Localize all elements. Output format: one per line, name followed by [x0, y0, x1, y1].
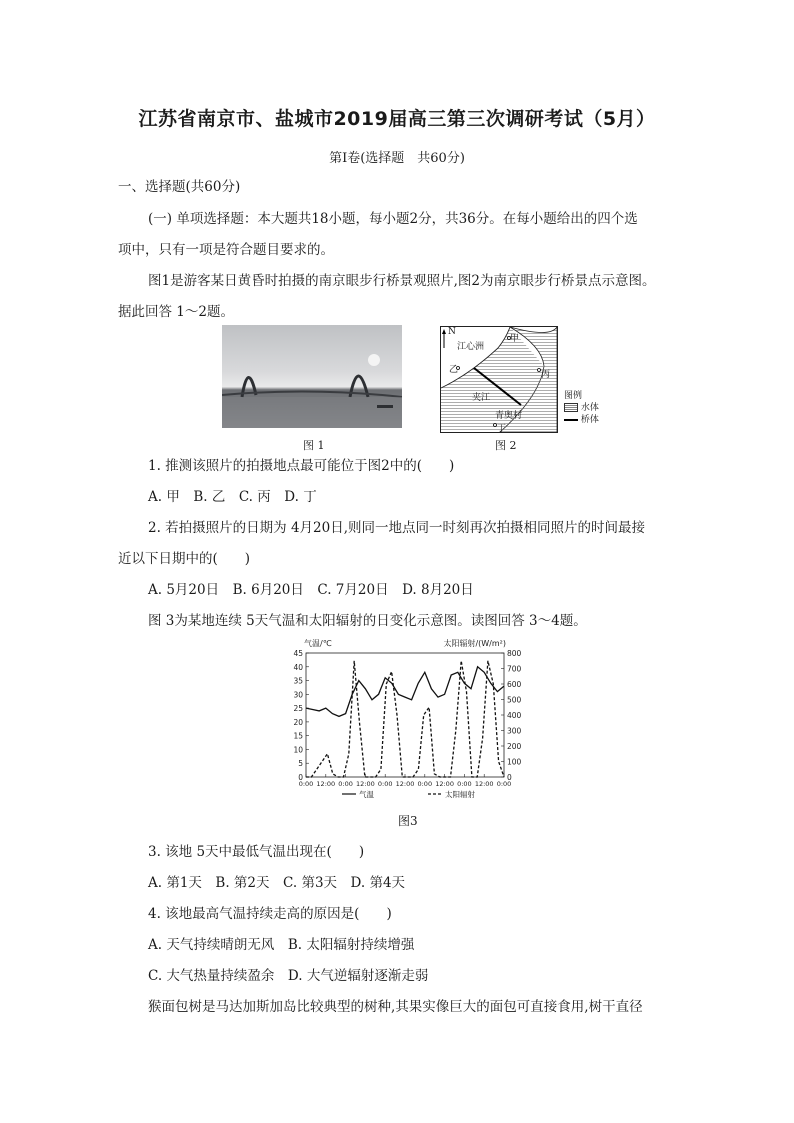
y2-tick-label: 100	[507, 757, 522, 767]
y2-tick-label: 700	[507, 664, 522, 674]
passage1-line2: 据此回答 1～2题。	[118, 304, 234, 320]
legend-title: 图例	[564, 391, 583, 401]
y2-tick-label: 500	[507, 695, 522, 705]
passage1-line1: 图1是游客某日黄昏时拍摄的南京眼步行桥景观照片,图2为南京眼步行桥景点示意图。	[148, 273, 656, 289]
question3-options: A. 第1天 B. 第2天 C. 第3天 D. 第4天	[148, 875, 406, 891]
x-tick-label: 0:00	[417, 780, 433, 788]
village-label: 青奥村	[495, 411, 523, 421]
x-tick-label: 12:00	[395, 780, 415, 788]
y2-tick-label: 0	[507, 773, 512, 782]
island-label: 江心洲	[457, 342, 485, 352]
legend-water-swatch	[564, 403, 578, 412]
y-tick-label: 5	[298, 759, 303, 769]
x-tick-label: 0:00	[457, 780, 472, 788]
y-tick-label: 25	[293, 704, 303, 714]
figure3-chart	[286, 637, 526, 804]
passage2-text: 图 3为某地连续 5天气温和太阳辐射的日变化示意图。读图回答 3～4题。	[148, 613, 587, 629]
question4-stem: 4. 该地最高气温持续走高的原因是( )	[148, 906, 392, 922]
figure1-bridge-photo	[222, 325, 402, 428]
y2-tick-label: 300	[507, 726, 522, 736]
figure2-legend	[564, 390, 614, 426]
series-temperature-line	[306, 667, 504, 717]
y-tick-label: 35	[293, 676, 303, 686]
y2-axis-label: 太阳辐射/(W/m²)	[443, 639, 506, 648]
point-ding-label: 丁	[497, 424, 507, 434]
point-jia-label: 甲	[510, 334, 520, 344]
x-tick-label: 12:00	[474, 780, 494, 788]
legend-rad-label: 太阳辐射	[445, 790, 475, 799]
legend-bridge-label: 桥体	[580, 415, 599, 425]
page-title: 江苏省南京市、盐城市2019届高三第三次调研考试（5月）	[138, 108, 656, 130]
y-axis-label: 气温/℃	[304, 639, 332, 648]
question4-options-line1: A. 天气持续晴朗无风 B. 太阳辐射持续增强	[148, 937, 415, 953]
question1-stem: 1. 推测该照片的拍摄地点最可能位于图2中的( )	[148, 458, 455, 474]
y2-tick-label: 400	[507, 711, 522, 720]
bridge-silhouette	[222, 325, 402, 428]
legend-bridge-swatch	[564, 419, 578, 421]
section-heading: 一、选择题(共60分)	[118, 179, 241, 195]
figure2-map	[440, 326, 558, 433]
question2-stem-line1: 2. 若拍摄照片的日期为 4月20日,则同一地点同一时刻再次拍摄相同照片的时间最接	[148, 520, 646, 536]
y-tick-label: 30	[293, 690, 303, 700]
figure3-caption: 图3	[398, 814, 418, 828]
section-instruction-line2: 项中，只有一项是符合题目要求的。	[118, 242, 334, 258]
x-tick-label: 0:00	[496, 780, 512, 788]
section-instruction-line1: (一) 单项选择题：本大题共18小题，每小题2分，共36分。在每小题给出的四个选	[148, 211, 638, 227]
y-tick-label: 15	[293, 731, 303, 741]
y-tick-label: 0	[298, 773, 303, 782]
y2-tick-label: 200	[507, 742, 522, 751]
x-tick-label: 0:00	[338, 780, 353, 788]
y-tick-label: 10	[293, 745, 303, 755]
y2-tick-label: 800	[507, 649, 522, 658]
point-yi-label: 乙	[449, 365, 459, 375]
figure2-caption: 图 2	[495, 439, 517, 452]
river-label: 夹江	[472, 393, 491, 403]
point-bing-label: 丙	[541, 370, 551, 380]
y2-tick-label: 600	[507, 680, 522, 689]
passage3-text: 猴面包树是马达加斯加岛比较典型的树种,其果实像巨大的面包可直接食用,树干直径	[148, 999, 643, 1015]
x-tick-label: 12:00	[435, 780, 454, 788]
y-tick-label: 40	[293, 662, 303, 672]
question1-options: A. 甲 B. 乙 C. 丙 D. 丁	[148, 489, 317, 505]
question3-stem: 3. 该地 5天中最低气温出现在( )	[148, 844, 365, 860]
exam-part-subtitle: 第Ⅰ卷(选择题 共60分)	[329, 151, 465, 166]
x-tick-label: 12:00	[356, 780, 375, 788]
y-tick-label: 45	[293, 649, 303, 658]
y-tick-label: 20	[293, 717, 303, 727]
figure1-caption: 图 1	[303, 439, 325, 452]
x-tick-label: 12:00	[316, 780, 336, 788]
legend-water-label: 水体	[580, 403, 599, 413]
x-tick-label: 0:00	[377, 780, 393, 788]
north-label: N	[448, 327, 456, 337]
question2-options: A. 5月20日 B. 6月20日 C. 7月20日 D. 8月20日	[148, 582, 474, 598]
x-tick-label: 0:00	[298, 780, 314, 788]
legend-temp-label: 气温	[359, 790, 374, 799]
question2-stem-line2: 近以下日期中的( )	[118, 551, 251, 567]
question4-options-line2: C. 大气热量持续盈余 D. 大气逆辐射逐渐走弱	[148, 968, 429, 984]
